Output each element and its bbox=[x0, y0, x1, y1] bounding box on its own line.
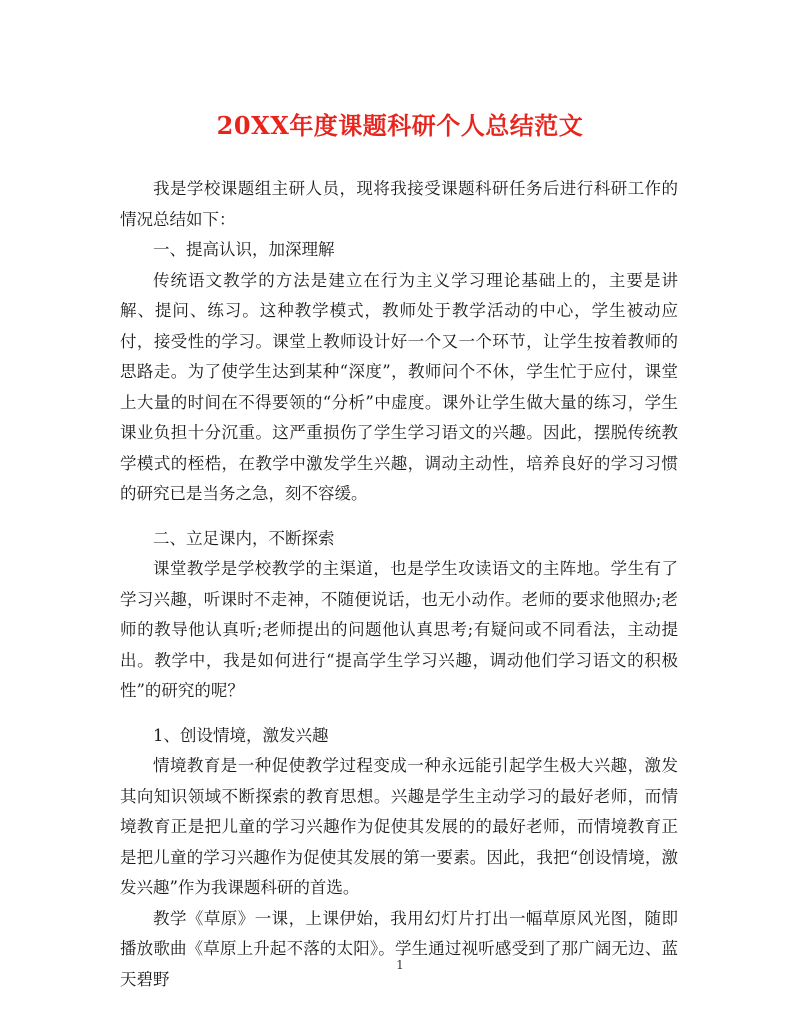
paragraph-spacer bbox=[120, 707, 678, 721]
body-paragraph-3: 情境教育是一种促使教学过程变成一种永远能引起学生极大兴趣，激发其向知识领域不断探索的教育思想。兴趣是学生主动学习的最好老师，而情境教育正是把儿童的学习兴趣作为促使其发展的的最好老师，而情境教育正是把儿童的学习兴趣作为促使其发展的第一要素。因此，我把“创设情境，激发兴趣”作为我课题科研的首选。 bbox=[120, 756, 678, 897]
paragraph-spacer bbox=[120, 510, 678, 524]
document-body bbox=[120, 174, 678, 995]
document-title: 20XX年度课题科研个人总结范文 bbox=[216, 111, 584, 140]
section-heading-1: 一、提高认识，加深理解 bbox=[153, 240, 335, 259]
body-paragraph-2: 课堂教学是学校教学的主渠道，也是学生攻读语文的主阵地。学生有了学习兴趣，听课时不走神，不随便说话，也无小动作。老师的要求他照办;老师的教导他认真听;老师提出的问题他认真思考;有疑问或不同看法，主动提出。教学中，我是如何进行“提高学生学习兴趣，调动他们学习语文的积极性”的研究的呢？ bbox=[120, 559, 678, 700]
page-number: 1 bbox=[396, 958, 404, 972]
intro-paragraph: 我是学校课题组主研人员，现将我接受课题科研任务后进行科研工作的情况总结如下： bbox=[120, 179, 678, 229]
subsection-heading-1: 1、创设情境，激发兴趣 bbox=[153, 725, 329, 745]
section-heading-2: 二、立足课内，不断探索 bbox=[153, 528, 335, 548]
body-paragraph-1: 传统语文教学的方法是建立在行为主义学习理论基础上的，主要是讲解、提问、练习。这种教学模式，教师处于教学活动的中心，学生被动应付，接受性的学习。课堂上教师设计好一个又一个环节，让学生按着教师的思路走。为了使学生达到某种“深度”，教师问个不休，学生忙于应付，课堂上大量的时间在不得要领的“分析”中虚度。课外让学生做大量的练习，学生课业负担十分沉重。这严重损伤了学生学习语文的兴趣。因此，摆脱传统教学模式的桎梏，在教学中激发学生兴趣，调动主动性，培养良好的学习习惯的研究已是当务之急，刻不容缓。 bbox=[120, 270, 678, 503]
body-paragraph-4: 教学《草原》一课，上课伊始，我用幻灯片打出一幅草原风光图，随即播放歌曲《草原上升起不落的太阳》。学生通过视听感受到了那广阔无边、蓝天碧野 bbox=[120, 908, 678, 989]
